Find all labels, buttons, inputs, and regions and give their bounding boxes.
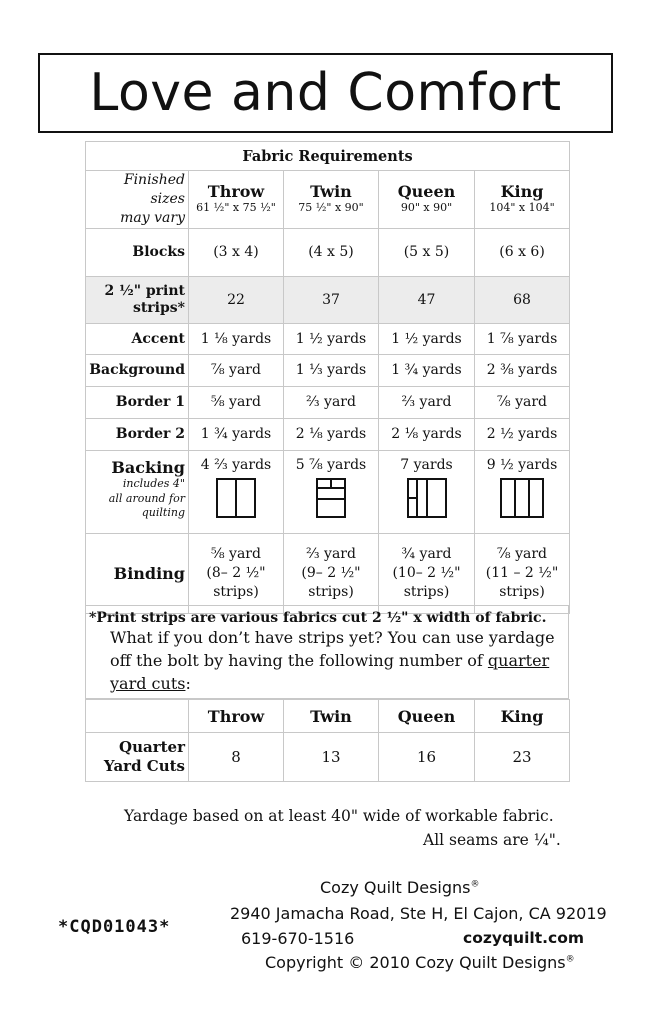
table-cell: 37 bbox=[284, 276, 379, 323]
table-cell: ⅔ yard (9– 2 ½" strips) bbox=[284, 533, 379, 613]
size-king: King 104" x 104" bbox=[475, 171, 570, 229]
column-header: Twin bbox=[284, 700, 379, 733]
table-cell: 7 yards bbox=[379, 450, 475, 533]
table-cell: 16 bbox=[379, 733, 475, 782]
size-throw: Throw 61 ½" x 75 ½" bbox=[189, 171, 284, 229]
quarter-yard-cuts-table bbox=[85, 699, 570, 782]
table-cell: 1 ¾ yards bbox=[189, 418, 284, 450]
size-queen: Queen 90" x 90" bbox=[379, 171, 475, 229]
backing-row bbox=[86, 450, 570, 533]
page-title: Love and Comfort bbox=[89, 63, 562, 123]
sizes-row bbox=[86, 171, 570, 229]
table-cell: ⅔ yard bbox=[379, 386, 475, 418]
table-cell: ⅞ yard (11 – 2 ½" strips) bbox=[475, 533, 570, 613]
row-label: Accent bbox=[86, 323, 189, 354]
table-cell: (3 x 4) bbox=[189, 228, 284, 276]
company-website: cozyquilt.com bbox=[463, 929, 585, 947]
table-cell: 68 bbox=[475, 276, 570, 323]
note-body: What if you don’t have strips yet? You can use yardage off the bolt by having the following number of quarter yard cuts: bbox=[110, 628, 555, 693]
table-cell: 1 ⅓ yards bbox=[284, 354, 379, 386]
row-label: Blocks bbox=[86, 228, 189, 276]
table-cell: ⅞ yard bbox=[475, 386, 570, 418]
note-lead: *Print strips are various fabrics cut 2 ½" x width of fabric. bbox=[89, 610, 547, 626]
column-header: Throw bbox=[189, 700, 284, 733]
row-label: Border 2 bbox=[86, 418, 189, 450]
row-label: Background bbox=[86, 354, 189, 386]
table-cell: ⅝ yard (8– 2 ½" strips) bbox=[189, 533, 284, 613]
company-phone: 619-670-1516 bbox=[241, 929, 355, 948]
row-label: Quarter Yard Cuts bbox=[86, 733, 189, 782]
print-strips-note bbox=[85, 605, 569, 699]
table-cell: 1 ½ yards bbox=[284, 323, 379, 354]
row-label: Backing includes 4" all around for quilting bbox=[86, 450, 189, 533]
table-header-row bbox=[86, 142, 570, 171]
yardage-note: Yardage based on at least 40" wide of workable fabric. bbox=[124, 807, 554, 825]
border1-row bbox=[86, 386, 570, 418]
table-cell: ⅔ yard bbox=[284, 386, 379, 418]
table-cell: ⅝ yard bbox=[189, 386, 284, 418]
table-cell: 5 ⅞ yards bbox=[284, 450, 379, 533]
table-cell: (5 x 5) bbox=[379, 228, 475, 276]
table-cell: 9 ½ yards bbox=[475, 450, 570, 533]
table-cell: 22 bbox=[189, 276, 284, 323]
table-cell: 23 bbox=[475, 733, 570, 782]
copyright: Copyright © 2010 Cozy Quilt Designs® bbox=[265, 953, 575, 972]
table-cell: (4 x 5) bbox=[284, 228, 379, 276]
cuts-header-row bbox=[86, 700, 570, 733]
backing-layout-queen-icon bbox=[407, 478, 447, 518]
fabric-requirements-header: Fabric Requirements bbox=[86, 142, 570, 171]
finished-sizes-note: Finished sizes may vary bbox=[86, 171, 189, 229]
row-label: Binding bbox=[86, 533, 189, 613]
backing-layout-king-icon bbox=[500, 478, 544, 518]
column-header: Queen bbox=[379, 700, 475, 733]
table-cell: 1 ¾ yards bbox=[379, 354, 475, 386]
size-twin: Twin 75 ½" x 90" bbox=[284, 171, 379, 229]
title-box bbox=[38, 53, 613, 133]
column-header: King bbox=[475, 700, 570, 733]
table-cell: ⅞ yard bbox=[189, 354, 284, 386]
row-label: 2 ½" print strips* bbox=[86, 276, 189, 323]
table-cell: 2 ⅛ yards bbox=[379, 418, 475, 450]
blocks-row bbox=[86, 228, 570, 276]
table-cell: 13 bbox=[284, 733, 379, 782]
table-cell: 4 ⅔ yards bbox=[189, 450, 284, 533]
table-cell: 8 bbox=[189, 733, 284, 782]
company-name: Cozy Quilt Designs® bbox=[320, 878, 480, 897]
table-cell bbox=[86, 700, 189, 733]
table-cell: 1 ⅞ yards bbox=[475, 323, 570, 354]
backing-layout-3-panel-icon bbox=[316, 478, 346, 518]
accent-row bbox=[86, 323, 570, 354]
background-row bbox=[86, 354, 570, 386]
seams-note: All seams are ¼". bbox=[423, 831, 561, 849]
print-strips-row bbox=[86, 276, 570, 323]
product-sku: *CQD01043* bbox=[58, 917, 171, 937]
border2-row bbox=[86, 418, 570, 450]
table-cell: (6 x 6) bbox=[475, 228, 570, 276]
cuts-values-row bbox=[86, 733, 570, 782]
company-address: 2940 Jamacha Road, Ste H, El Cajon, CA 92019 bbox=[230, 904, 607, 923]
fabric-requirements-table bbox=[85, 141, 570, 614]
row-label: Border 1 bbox=[86, 386, 189, 418]
binding-row bbox=[86, 533, 570, 613]
table-cell: 47 bbox=[379, 276, 475, 323]
table-cell: 1 ⅛ yards bbox=[189, 323, 284, 354]
backing-layout-2-panel-icon bbox=[216, 478, 256, 518]
table-cell: 1 ½ yards bbox=[379, 323, 475, 354]
table-cell: ¾ yard (10– 2 ½" strips) bbox=[379, 533, 475, 613]
table-cell: 2 ⅜ yards bbox=[475, 354, 570, 386]
table-cell: 2 ⅛ yards bbox=[284, 418, 379, 450]
table-cell: 2 ½ yards bbox=[475, 418, 570, 450]
